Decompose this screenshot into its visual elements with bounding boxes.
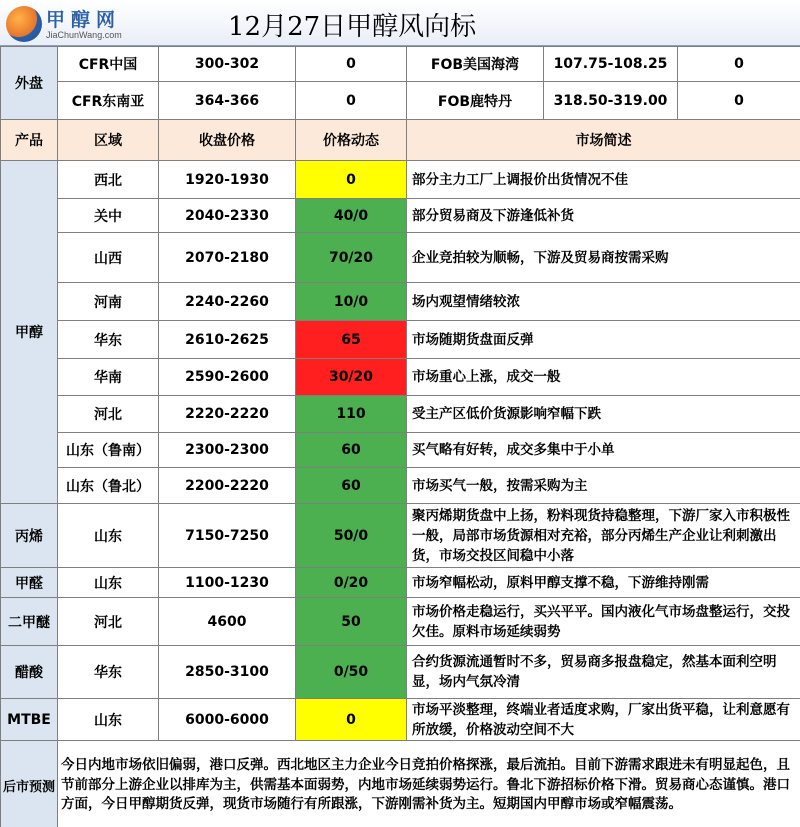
- summary-cell: 市场买气一般，按需采购为主: [407, 468, 800, 504]
- region-cell: 华东: [58, 321, 159, 359]
- foreign-price: 318.50-319.00: [544, 82, 678, 120]
- table-row: [1, 199, 800, 233]
- table-row: [1, 433, 800, 468]
- product-cell: 甲醛: [1, 568, 58, 598]
- logo-text-cn: 甲醇网: [46, 9, 122, 31]
- dynamic-cell: 110: [296, 396, 407, 433]
- dynamic-cell: 10/0: [296, 283, 407, 321]
- logo-text-en: JiaChunWang.com: [46, 30, 122, 40]
- dynamic-cell: 30/20: [296, 359, 407, 396]
- table-row: [1, 161, 800, 199]
- price-cell: 6000-6000: [159, 699, 296, 741]
- region-cell: 山东: [58, 568, 159, 598]
- price-cell: 2070-2180: [159, 233, 296, 283]
- region-cell: 河南: [58, 283, 159, 321]
- table-row: [1, 646, 800, 699]
- foreign-name: FOB美国海湾: [407, 47, 544, 82]
- region-cell: 华南: [58, 359, 159, 396]
- dynamic-cell: 50/0: [296, 504, 407, 568]
- summary-cell: 市场窄幅松动，原料甲醇支撑不稳，下游维持刚需: [407, 568, 800, 598]
- region-cell: 山东（鲁北）: [58, 468, 159, 504]
- region-cell: 山东（鲁南）: [58, 433, 159, 468]
- region-cell: 华东: [58, 646, 159, 699]
- product-cell: 丙烯: [1, 504, 58, 568]
- table-row: [1, 468, 800, 504]
- region-cell: 河北: [58, 396, 159, 433]
- foreign-price: 300-302: [159, 47, 296, 82]
- summary-cell: 买气略有好转，成交多集中于小单: [407, 433, 800, 468]
- summary-cell: 受主产区低价货源影响窄幅下跌: [407, 396, 800, 433]
- price-cell: 2850-3100: [159, 646, 296, 699]
- col-price: 收盘价格: [159, 120, 296, 161]
- region-cell: 河北: [58, 598, 159, 646]
- logo-globe-icon: [6, 6, 42, 42]
- summary-cell: 合约货源流通暂时不多，贸易商多报盘稳定，然基本面利空明显，场内气氛冷清: [407, 646, 800, 699]
- summary-cell: 市场随期货盘面反弹: [407, 321, 800, 359]
- foreign-row: [1, 47, 800, 82]
- forecast-label: 后市预测: [1, 741, 58, 827]
- dynamic-cell: 0: [296, 161, 407, 199]
- table-row: [1, 699, 800, 741]
- foreign-name: CFR东南亚: [58, 82, 159, 120]
- table-row: [1, 283, 800, 321]
- col-dynamic: 价格动态: [296, 120, 407, 161]
- region-cell: 山东: [58, 504, 159, 568]
- summary-cell: 市场重心上涨，成交一般: [407, 359, 800, 396]
- summary-cell: 市场价格走稳运行，买兴平平。国内液化气市场盘整运行，交投欠佳。原料市场延续弱势: [407, 598, 800, 646]
- region-cell: 西北: [58, 161, 159, 199]
- foreign-label: 外盘: [1, 47, 58, 120]
- price-cell: 2240-2260: [159, 283, 296, 321]
- page-title: 12月27日甲醇风向标: [228, 12, 477, 42]
- site-logo[interactable]: [4, 4, 122, 44]
- dynamic-cell: 0: [296, 699, 407, 741]
- col-summary: 市场简述: [407, 120, 800, 161]
- region-cell: 山东: [58, 699, 159, 741]
- summary-cell: 企业竞拍较为顺畅，下游及贸易商按需采购: [407, 233, 800, 283]
- dynamic-cell: 60: [296, 433, 407, 468]
- page-header: [0, 0, 800, 46]
- table-row: [1, 568, 800, 598]
- market-table: [0, 46, 800, 827]
- dynamic-cell: 0/20: [296, 568, 407, 598]
- price-cell: 2300-2300: [159, 433, 296, 468]
- summary-cell: 市场平淡整理，终端业者适度求购，厂家出货平稳，让利意愿有所放缓，价格波动空间不大: [407, 699, 800, 741]
- price-cell: 2610-2625: [159, 321, 296, 359]
- region-cell: 山西: [58, 233, 159, 283]
- dynamic-cell: 60: [296, 468, 407, 504]
- column-header-row: [1, 120, 800, 161]
- table-row: [1, 598, 800, 646]
- product-cell: 二甲醚: [1, 598, 58, 646]
- summary-cell: 部分贸易商及下游逢低补货: [407, 199, 800, 233]
- summary-cell: 场内观望情绪较浓: [407, 283, 800, 321]
- table-row: [1, 233, 800, 283]
- dynamic-cell: 40/0: [296, 199, 407, 233]
- dynamic-cell: 0/50: [296, 646, 407, 699]
- foreign-row: [1, 82, 800, 120]
- product-cell: 醋酸: [1, 646, 58, 699]
- col-product: 产品: [1, 120, 58, 161]
- foreign-name: FOB鹿特丹: [407, 82, 544, 120]
- table-row: [1, 321, 800, 359]
- foreign-name: CFR中国: [58, 47, 159, 82]
- col-region: 区域: [58, 120, 159, 161]
- price-cell: 1100-1230: [159, 568, 296, 598]
- price-cell: 1920-1930: [159, 161, 296, 199]
- price-cell: 4600: [159, 598, 296, 646]
- dynamic-cell: 50: [296, 598, 407, 646]
- foreign-price: 364-366: [159, 82, 296, 120]
- foreign-change: 0: [296, 82, 407, 120]
- table-row: [1, 396, 800, 433]
- foreign-change: 0: [678, 82, 800, 120]
- table-row: [1, 504, 800, 568]
- product-cell: MTBE: [1, 699, 58, 741]
- summary-cell: 聚丙烯期货盘中上扬，粉料现货持稳整理，下游厂家入市积极性一般，局部市场货源相对充裕，部分丙烯生产企业让利刺激出货，市场交投区间稳中小落: [407, 504, 800, 568]
- price-cell: 2040-2330: [159, 199, 296, 233]
- price-cell: 2590-2600: [159, 359, 296, 396]
- foreign-change: 0: [296, 47, 407, 82]
- table-row: [1, 359, 800, 396]
- dynamic-cell: 65: [296, 321, 407, 359]
- forecast-row: [1, 741, 800, 827]
- price-cell: 2200-2220: [159, 468, 296, 504]
- region-cell: 关中: [58, 199, 159, 233]
- dynamic-cell: 70/20: [296, 233, 407, 283]
- product-methanol: 甲醇: [1, 161, 58, 504]
- foreign-price: 107.75-108.25: [544, 47, 678, 82]
- summary-cell: 部分主力工厂上调报价出货情况不佳: [407, 161, 800, 199]
- price-cell: 2220-2220: [159, 396, 296, 433]
- forecast-text: 今日内地市场依旧偏弱，港口反弹。西北地区主力企业今日竞拍价格探涨，最后流拍。目前下游需求跟进未有明显起色，且节前部分上游企业以排库为主，供需基本面弱势，内地市场延续弱势运行。鲁北下游招标价格下滑。贸易商心态谨慎。港口方面，今日甲醇期货反弹，现货市场随行有所跟涨，下游刚需补货为主。短期国内甲醇市场或窄幅震荡。: [58, 741, 800, 827]
- price-cell: 7150-7250: [159, 504, 296, 568]
- foreign-change: 0: [678, 47, 800, 82]
